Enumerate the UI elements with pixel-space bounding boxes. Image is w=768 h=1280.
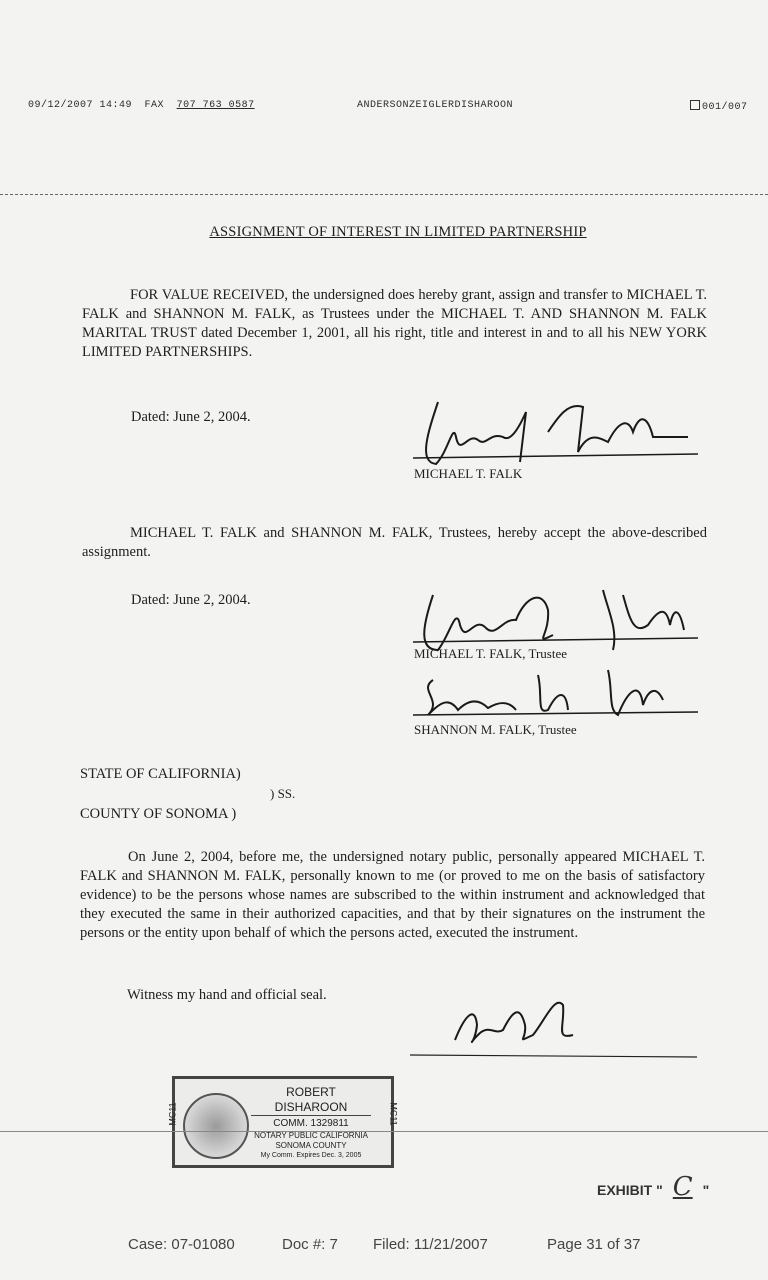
- exhibit-close-quote: ": [702, 1182, 710, 1198]
- signature-shannon-trustee: [408, 660, 708, 725]
- assignment-paragraph: [82, 286, 707, 362]
- venue-state: STATE OF CALIFORNIA): [80, 766, 241, 782]
- footer-case: Case: 07-01080: [128, 1236, 235, 1253]
- notary-seal-icon: [183, 1093, 249, 1159]
- fax-datetime: 09/12/2007 14:49: [28, 100, 133, 111]
- notary-stamp-side-code-right: MC11: [388, 1102, 399, 1126]
- notary-stamp-expires: My Comm. Expires Dec. 3, 2005: [260, 1152, 362, 1159]
- footer-page: Page 31 of 37: [547, 1236, 641, 1253]
- footer-doc: Doc #: 7: [282, 1236, 338, 1253]
- signature-michael-falk: [408, 392, 708, 472]
- notary-signature: [405, 985, 705, 1065]
- notary-paragraph: [80, 848, 705, 943]
- trustee-name-2: SHANNON M. FALK, Trustee: [414, 722, 577, 737]
- fax-number: 707 763 0587: [176, 100, 255, 111]
- exhibit-label-text: EXHIBIT ": [597, 1182, 663, 1198]
- footer-filed: Filed: 11/21/2007: [373, 1236, 488, 1253]
- notary-stamp-commission: COMM. 1329811: [273, 1118, 349, 1129]
- notary-stamp-side-code-left: MC11: [167, 1102, 178, 1126]
- acceptance-paragraph: [82, 524, 707, 562]
- trustee-name-1: MICHAEL T. FALK, Trustee: [414, 646, 567, 661]
- signer-name-1: MICHAEL T. FALK: [414, 466, 523, 481]
- notary-text: On June 2, 2004, before me, the undersigned notary public, personally appeared MICHAEL T. FALK and SHANNON M. FALK, personally known to me (or proved to me on the basis of satisfactory evidence) to be the persons whose names are subscribed to the within instrument and acknowledged that they executed the same in their authorized capacities, and that by their signatures on the instrument the persons or the entity upon behalf of which the persons acted, executed the instrument.: [80, 849, 705, 941]
- notary-stamp-title: NOTARY PUBLIC CALIFORNIA: [254, 1131, 368, 1140]
- dated-line-2: Dated: June 2, 2004.: [131, 592, 251, 608]
- notary-stamp-text: [251, 1085, 371, 1161]
- notary-stamp-name: ROBERT DISHAROON: [251, 1085, 371, 1116]
- assignment-text: FOR VALUE RECEIVED, the undersigned does hereby grant, assign and transfer to MICHAEL T. FALK and SHANNON M. FALK, as Trustees under the MICHAEL T. AND SHANNON M. FALK MARITAL TRUST dated December 1, 2001, all his right, title and interest in and to all his NEW YORK LIMITED PARTNERSHIPS.: [82, 287, 707, 360]
- fax-sender: ANDERSONZEIGLERDISHAROON: [357, 100, 514, 111]
- document-title: ASSIGNMENT OF INTEREST IN LIMITED PARTNERSHIP: [209, 224, 587, 240]
- fax-icon: [690, 100, 700, 110]
- exhibit-label: [597, 1172, 709, 1202]
- witness-line: Witness my hand and official seal.: [127, 987, 327, 1003]
- fax-page-text: 001/007: [702, 102, 748, 113]
- notary-stamp-county: SONOMA COUNTY: [275, 1141, 347, 1150]
- fax-separator: [0, 194, 768, 195]
- fax-label: FAX: [144, 100, 165, 111]
- fax-page-number: [690, 100, 748, 113]
- dated-line-1: Dated: June 2, 2004.: [131, 409, 251, 425]
- page-edge-line: [0, 1131, 768, 1132]
- fax-header: [28, 100, 255, 111]
- venue-ss: ) SS.: [270, 786, 296, 801]
- venue-county: COUNTY OF SONOMA ): [80, 806, 237, 822]
- exhibit-letter: C: [672, 1172, 693, 1202]
- notary-stamp: [167, 1076, 399, 1168]
- acceptance-text: MICHAEL T. FALK and SHANNON M. FALK, Trustees, hereby accept the above-described assignment.: [82, 525, 707, 560]
